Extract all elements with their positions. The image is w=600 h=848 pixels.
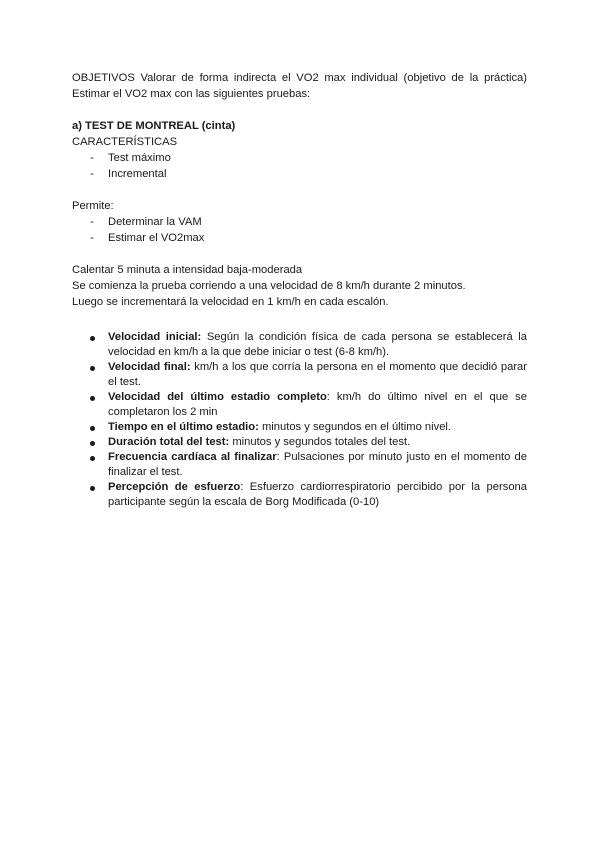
estimate-line: Estimar el VO2 max con las siguientes pruebas: bbox=[72, 88, 311, 100]
list-item: Velocidad del último estadio completo: km/h do último nivel en el que se completaron los 2 min bbox=[72, 390, 527, 420]
procedure-line: Calentar 5 minuta a intensidad baja-moderada bbox=[72, 264, 303, 276]
list-item: Velocidad final: km/h a los que corría la persona en el momento que decidió parar el test. bbox=[72, 360, 527, 390]
bullet-icon bbox=[90, 456, 95, 461]
document-page bbox=[72, 70, 527, 510]
dash-marker: - bbox=[90, 216, 94, 228]
bullet-icon bbox=[90, 486, 95, 491]
list-item: Tiempo en el último estadio: minutos y segundos en el último nivel. bbox=[72, 420, 527, 435]
dash-marker: - bbox=[90, 168, 94, 180]
bullet-icon bbox=[90, 396, 95, 401]
list-item: Duración total del test: minutos y segundos totales del test. bbox=[72, 435, 527, 450]
list-item: - Test máximo bbox=[90, 152, 171, 164]
dash-marker: - bbox=[90, 152, 94, 164]
allows-label: Permite: bbox=[72, 200, 114, 212]
list-item: Velocidad inicial: Según la condición física de cada persona se establecerá la velocidad en km/h a la que debe iniciar o test (6-8 km/h). bbox=[72, 330, 527, 360]
list-item: - Estimar el VO2max bbox=[90, 232, 205, 244]
variables-list bbox=[72, 330, 527, 510]
list-item: Frecuencia cardíaca al finalizar: Pulsaciones por minuto justo en el momento de finalizar el test. bbox=[72, 450, 527, 480]
bullet-icon bbox=[90, 441, 95, 446]
dash-marker: - bbox=[90, 232, 94, 244]
bullet-icon bbox=[90, 426, 95, 431]
list-item: - Determinar la VAM bbox=[90, 216, 202, 228]
objectives-line: OBJETIVOS Valorar de forma indirecta el VO2 max individual (objetivo de la práctica) bbox=[72, 72, 527, 84]
characteristics-label: CARACTERÍSTICAS bbox=[72, 136, 178, 148]
procedure-line: Se comienza la prueba corriendo a una velocidad de 8 km/h durante 2 minutos. bbox=[72, 280, 466, 292]
bullet-icon bbox=[90, 366, 95, 371]
section-heading: a) TEST DE MONTREAL (cinta) bbox=[72, 120, 236, 132]
characteristics-list bbox=[72, 150, 527, 182]
list-item: Percepción de esfuerzo: Esfuerzo cardiorrespiratorio percibido por la persona participante según la escala de Borg Modificada (0-10) bbox=[72, 480, 527, 510]
procedure-line: Luego se incrementará la velocidad en 1 km/h en cada escalón. bbox=[72, 296, 389, 308]
list-item: - Incremental bbox=[90, 168, 167, 180]
allows-list bbox=[72, 214, 527, 246]
bullet-icon bbox=[90, 336, 95, 341]
